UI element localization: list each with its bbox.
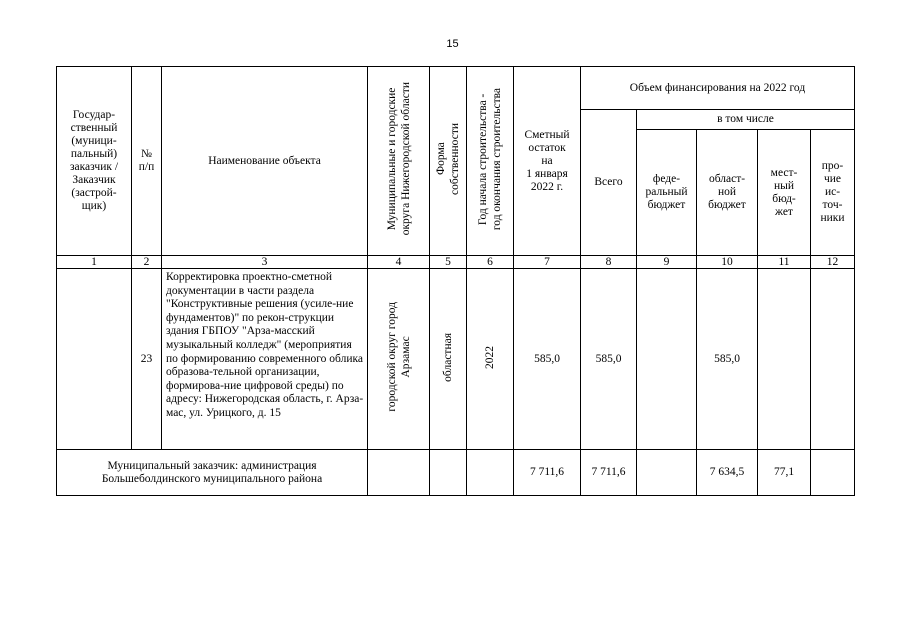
- column-number: 12: [811, 256, 855, 269]
- column-numbers-row: [57, 256, 855, 269]
- header-federal: феде- ральный бюджет: [637, 130, 697, 256]
- header-number: № п/п: [132, 67, 162, 256]
- summary-local: 77,1: [758, 450, 811, 496]
- summary-years: [467, 450, 514, 496]
- header-regional: област- ной бюджет: [697, 130, 758, 256]
- summary-other: [811, 450, 855, 496]
- header-customer: Государ- ственный (муници- пальный) заказчик / Заказчик (застрой- щик): [57, 67, 132, 256]
- row-municipality: городской округ город Арзамас: [368, 269, 430, 450]
- summary-federal: [637, 450, 697, 496]
- summary-row: [57, 450, 855, 496]
- header-including: в том числе: [637, 110, 855, 130]
- header-years: Год начала строительства - год окончания строительства: [467, 67, 514, 256]
- row-other: [811, 269, 855, 450]
- row-regional: 585,0: [697, 269, 758, 450]
- row-balance: 585,0: [514, 269, 581, 450]
- summary-total: 7 711,6: [581, 450, 637, 496]
- column-number: 11: [758, 256, 811, 269]
- column-number: 6: [467, 256, 514, 269]
- row-number: 23: [132, 269, 162, 450]
- header-ownership: Форма собственности: [430, 67, 467, 256]
- row-local: [758, 269, 811, 450]
- header-local: мест- ный бюд- жет: [758, 130, 811, 256]
- column-number: 10: [697, 256, 758, 269]
- column-number: 1: [57, 256, 132, 269]
- summary-municipality: [368, 450, 430, 496]
- column-number: 2: [132, 256, 162, 269]
- header-balance: Сметный остаток на 1 января 2022 г.: [514, 67, 581, 256]
- row-years: 2022: [467, 269, 514, 450]
- column-number: 4: [368, 256, 430, 269]
- column-number: 9: [637, 256, 697, 269]
- row-ownership: областная: [430, 269, 467, 450]
- header-municipality: Муниципальные и городские округа Нижегородской области: [368, 67, 430, 256]
- summary-label: Муниципальный заказчик: администрация Большеболдинского муниципального района: [57, 450, 368, 496]
- summary-regional: 7 634,5: [697, 450, 758, 496]
- row-federal: [637, 269, 697, 450]
- header-financing: Объем финансирования на 2022 год: [581, 67, 855, 110]
- column-number: 8: [581, 256, 637, 269]
- row-total: 585,0: [581, 269, 637, 450]
- column-number: 5: [430, 256, 467, 269]
- header-other: про- чие ис- точ- ники: [811, 130, 855, 256]
- table-row: [57, 269, 855, 450]
- financing-table: [56, 66, 855, 496]
- row-customer: [57, 269, 132, 450]
- column-number: 3: [162, 256, 368, 269]
- header-total: Всего: [581, 110, 637, 256]
- summary-balance: 7 711,6: [514, 450, 581, 496]
- page-number: 15: [446, 38, 459, 50]
- row-object-name: Корректировка проектно-сметной документации в части раздела "Конструктивные решения (усиле-ние фундаментов)" по рекон-струкции здания ГБПОУ "Арза-масский музыкальный колледж" (мероприятия по формированию современного облика образова-тельной организации, формирова-ние цифровой среды) по адресу: Нижегородская область, г. Арза-мас, ул. Урицкого, д. 15: [162, 269, 368, 450]
- column-number: 7: [514, 256, 581, 269]
- summary-ownership: [430, 450, 467, 496]
- header-object-name: Наименование объекта: [162, 67, 368, 256]
